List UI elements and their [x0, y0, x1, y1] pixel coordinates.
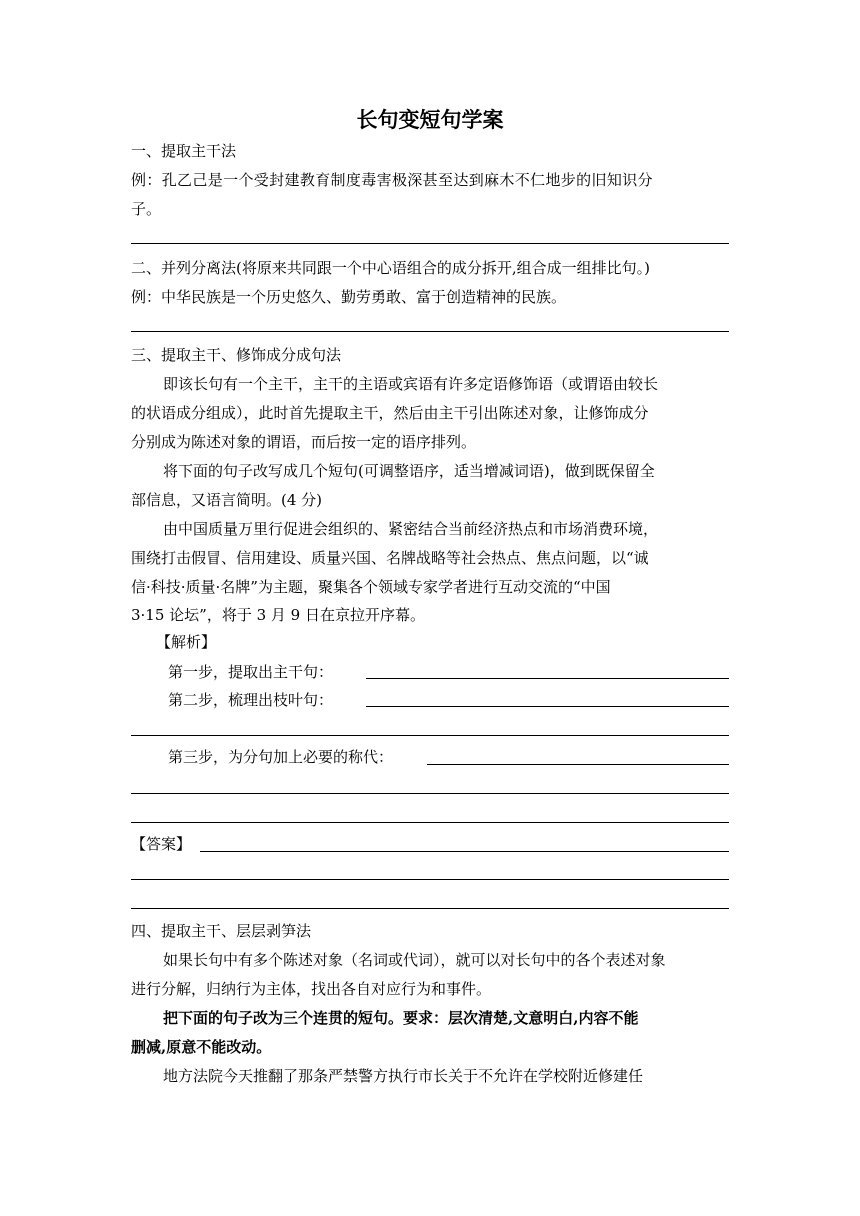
- step2-answer-line[interactable]: [366, 706, 729, 707]
- section4-desc-line1: 如果长句中有多个陈述对象（名词或代词），就可以对长句中的各个表述对象: [163, 951, 666, 969]
- section1-example-line2: 子。: [131, 200, 162, 218]
- section3-heading: 三、提取主干、修饰成分成句法: [131, 346, 342, 364]
- section1-example-line1: 例：孔乙己是一个受封建教育制度毒害极深甚至达到麻木不仁地步的旧知识分: [131, 171, 653, 189]
- step2-label: 第二步，梳理出枝叶句：: [168, 691, 334, 709]
- answer-line-1[interactable]: [200, 851, 729, 852]
- section4-task-line2: 删减,原意不能改动。: [131, 1038, 272, 1056]
- step3-answer-line[interactable]: [427, 764, 729, 765]
- step2-answer-line-2[interactable]: [131, 735, 729, 736]
- answer-line-2[interactable]: [131, 879, 729, 880]
- section1-heading: 一、提取主干法: [131, 142, 237, 160]
- section3-task-line1: 将下面的句子改写成几个短句(可调整语序，适当增减词语)，做到既保留全: [163, 462, 655, 480]
- page-title: 长句变短句学案: [356, 107, 504, 132]
- analysis-label: 【解析】: [156, 633, 217, 651]
- step3-answer-line-3[interactable]: [131, 822, 729, 823]
- section3-sentence-line4: 3·15 论坛”，将于 3 月 9 日在京拉开序幕。: [131, 606, 425, 624]
- answer-line-3[interactable]: [131, 908, 729, 909]
- section2-heading: 二、并列分离法(将原来共同跟一个中心语组合的成分拆开,组合成一组排比句。): [131, 259, 650, 277]
- section4-desc-line2: 进行分解，归纳行为主体，找出各自对应行为和事件。: [131, 980, 492, 998]
- step3-label: 第三步，为分句加上必要的称代：: [168, 748, 394, 766]
- section3-sentence-line1: 由中国质量万里行促进会组织的、紧密结合当前经济热点和市场消费环境，: [163, 520, 659, 538]
- section3-desc-line3: 分别成为陈述对象的谓语，而后按一定的语序排列。: [131, 433, 477, 451]
- section3-sentence-line2: 围绕打击假冒、信用建设、质量兴国、名牌战略等社会热点、焦点问题，以“诚: [131, 549, 649, 567]
- section2-answer-line: [131, 331, 729, 332]
- section3-sentence-line3: 信·科技·质量·名牌”为主题，聚集各个领域专家学者进行互动交流的“中国: [131, 578, 611, 596]
- section3-desc-line1: 即该长句有一个主干，主干的主语或宾语有许多定语修饰语（或谓语由较长: [163, 375, 659, 393]
- section1-answer-line: [131, 243, 729, 244]
- section3-task-line2: 部信息，又语言简明。(4 分): [131, 491, 323, 509]
- section2-example: 例：中华民族是一个历史悠久、勤劳勇敢、富于创造精神的民族。: [131, 288, 567, 306]
- section3-desc-line2: 的状语成分组成），此时首先提取主干，然后由主干引出陈述对象，让修饰成分: [131, 404, 649, 422]
- step1-label: 第一步，提取出主干句：: [168, 663, 334, 681]
- step3-answer-line-2[interactable]: [131, 793, 729, 794]
- answer-label: 【答案】: [131, 835, 192, 853]
- section4-task-line1: 把下面的句子改为三个连贯的短句。要求：层次清楚,文意明白,内容不能: [163, 1009, 639, 1027]
- step1-answer-line[interactable]: [366, 678, 729, 679]
- section4-heading: 四、提取主干、层层剥笋法: [131, 922, 312, 940]
- section4-sentence-line1: 地方法院今天推翻了那条严禁警方执行市长关于不允许在学校附近修建任: [163, 1067, 644, 1085]
